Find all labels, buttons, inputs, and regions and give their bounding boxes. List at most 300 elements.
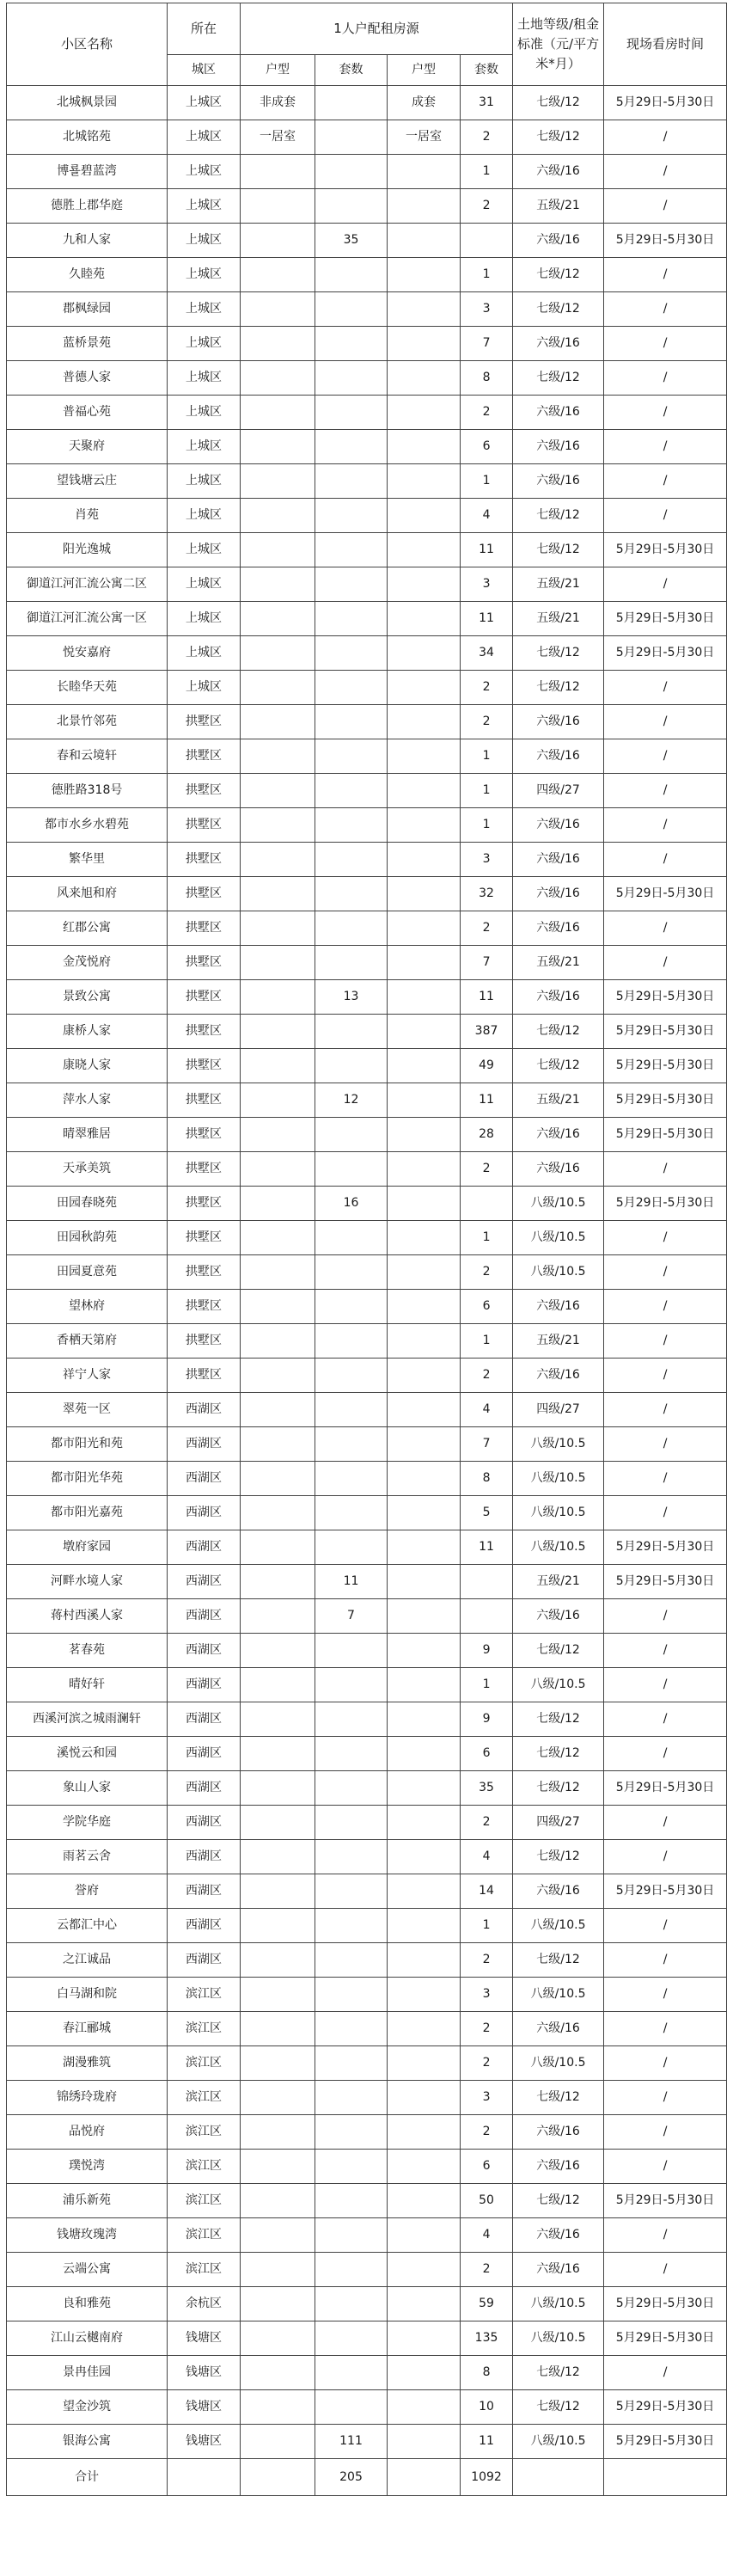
cell-count-b: 135 <box>461 2321 513 2356</box>
cell-count-a <box>315 2356 388 2390</box>
cell-count-a <box>315 2012 388 2046</box>
cell-count-b: 1 <box>461 155 513 189</box>
table-row <box>7 1049 727 1083</box>
cell-count-b: 1 <box>461 739 513 774</box>
table-row <box>7 1462 727 1496</box>
cell-land-rent: 七级/12 <box>513 671 604 705</box>
table-row <box>7 189 727 224</box>
cell-viewing-time: / <box>604 567 727 602</box>
table-row <box>7 1255 727 1290</box>
cell-community: 萍水人家 <box>7 1083 168 1118</box>
cell-community: 云都汇中心 <box>7 1909 168 1943</box>
cell-district: 西湖区 <box>168 1874 241 1909</box>
cell-unit-type-a <box>241 1393 315 1427</box>
cell-unit-type-a <box>241 705 315 739</box>
cell-unit-type-b <box>388 877 461 911</box>
header-count-2: 套数 <box>461 55 513 86</box>
cell-land-rent: 七级/12 <box>513 1049 604 1083</box>
cell-unit-type-b <box>388 1943 461 1978</box>
cell-count-b: 2 <box>461 1152 513 1187</box>
cell-count-a <box>315 2390 388 2425</box>
cell-count-a <box>315 774 388 808</box>
cell-count-a <box>315 946 388 980</box>
cell-unit-type-a <box>241 602 315 636</box>
cell-community: 云端公寓 <box>7 2253 168 2287</box>
cell-count-a <box>315 808 388 843</box>
cell-viewing-time: / <box>604 155 727 189</box>
cell-count-b: 10 <box>461 2390 513 2425</box>
cell-unit-type-b <box>388 327 461 361</box>
cell-viewing-time: / <box>604 1909 727 1943</box>
cell-community: 九和人家 <box>7 224 168 258</box>
cell-viewing-time: / <box>604 292 727 327</box>
table-row <box>7 361 727 396</box>
cell-unit-type-b <box>388 1118 461 1152</box>
cell-district: 拱墅区 <box>168 1187 241 1221</box>
table-row <box>7 155 727 189</box>
cell-count-b: 3 <box>461 2081 513 2115</box>
cell-unit-type-b <box>388 224 461 258</box>
cell-viewing-time: / <box>604 1359 727 1393</box>
cell-unit-type-b <box>388 2218 461 2253</box>
cell-district: 西湖区 <box>168 1806 241 1840</box>
cell-count-b: 28 <box>461 1118 513 1152</box>
cell-viewing-time: / <box>604 705 727 739</box>
cell-count-a <box>315 1530 388 1565</box>
cell-count-b: 2 <box>461 671 513 705</box>
cell-community: 御道江河汇流公寓二区 <box>7 567 168 602</box>
cell-unit-type-b <box>388 1255 461 1290</box>
cell-land-rent: 五级/21 <box>513 1565 604 1599</box>
cell-unit-type-b <box>388 636 461 671</box>
cell-unit-type-a <box>241 1152 315 1187</box>
cell-count-a <box>315 2115 388 2150</box>
cell-community: 金茂悦府 <box>7 946 168 980</box>
cell-count-b: 6 <box>461 1290 513 1324</box>
cell-viewing-time: / <box>604 1152 727 1187</box>
cell-land-rent: 六级/16 <box>513 1290 604 1324</box>
cell-unit-type-a <box>241 567 315 602</box>
cell-count-a <box>315 567 388 602</box>
cell-unit-type-b <box>388 155 461 189</box>
cell-viewing-time: / <box>604 1634 727 1668</box>
table-row <box>7 567 727 602</box>
cell-land-rent: 七级/12 <box>513 1737 604 1771</box>
table-row <box>7 120 727 155</box>
cell-unit-type-b <box>388 2390 461 2425</box>
cell-viewing-time: / <box>604 2012 727 2046</box>
cell-land-rent: 八级/10.5 <box>513 1255 604 1290</box>
cell-count-a <box>315 86 388 120</box>
cell-district: 西湖区 <box>168 1462 241 1496</box>
cell-community: 之江诚品 <box>7 1943 168 1978</box>
cell-land-rent: 七级/12 <box>513 533 604 567</box>
table-row <box>7 1530 727 1565</box>
cell-land-rent: 七级/12 <box>513 1015 604 1049</box>
cell-unit-type-a <box>241 1806 315 1840</box>
cell-unit-type-b <box>388 1083 461 1118</box>
cell-unit-type-b <box>388 1221 461 1255</box>
table-row <box>7 705 727 739</box>
cell-unit-type-b <box>388 980 461 1015</box>
cell-count-b: 1 <box>461 1221 513 1255</box>
cell-count-a <box>315 636 388 671</box>
cell-unit-type-a <box>241 980 315 1015</box>
cell-land-rent: 六级/16 <box>513 877 604 911</box>
cell-unit-type-b <box>388 774 461 808</box>
table-row <box>7 671 727 705</box>
cell-district: 西湖区 <box>168 1496 241 1530</box>
cell-unit-type-b <box>388 1806 461 1840</box>
cell-land-rent: 六级/16 <box>513 980 604 1015</box>
table-row <box>7 1702 727 1737</box>
cell-district: 钱塘区 <box>168 2425 241 2459</box>
table-row <box>7 1496 727 1530</box>
cell-community: 锦绣玲珑府 <box>7 2081 168 2115</box>
table-row <box>7 2218 727 2253</box>
cell-unit-type-a <box>241 1530 315 1565</box>
cell-land-rent: 六级/16 <box>513 2150 604 2184</box>
cell-unit-type-b <box>388 1599 461 1634</box>
cell-count-a <box>315 1462 388 1496</box>
table-row <box>7 980 727 1015</box>
cell-count-a <box>315 1840 388 1874</box>
cell-district: 上城区 <box>168 499 241 533</box>
cell-community: 风来旭和府 <box>7 877 168 911</box>
cell-district: 滨江区 <box>168 2081 241 2115</box>
cell-viewing-time: 5月29日-5月30日 <box>604 1049 727 1083</box>
cell-district: 上城区 <box>168 636 241 671</box>
cell-viewing-time: 5月29日-5月30日 <box>604 1771 727 1806</box>
cell-community: 田园春晓苑 <box>7 1187 168 1221</box>
cell-community: 香栖天第府 <box>7 1324 168 1359</box>
cell-unit-type-a <box>241 1187 315 1221</box>
table-row <box>7 774 727 808</box>
cell-unit-type-a <box>241 1634 315 1668</box>
cell-district: 上城区 <box>168 258 241 292</box>
cell-unit-type-b <box>388 1152 461 1187</box>
cell-unit-type-a <box>241 1874 315 1909</box>
cell-count-b: 2 <box>461 2253 513 2287</box>
cell-land-rent: 七级/12 <box>513 1702 604 1737</box>
cell-viewing-time: / <box>604 1496 727 1530</box>
cell-count-a: 35 <box>315 224 388 258</box>
cell-unit-type-b <box>388 2287 461 2321</box>
cell-unit-type-b <box>388 1874 461 1909</box>
cell-community: 北城枫景园 <box>7 86 168 120</box>
cell-unit-type-b <box>388 2081 461 2115</box>
cell-unit-type-a <box>241 1359 315 1393</box>
cell-district: 滨江区 <box>168 2184 241 2218</box>
cell-land-rent: 六级/16 <box>513 155 604 189</box>
cell-count-b: 9 <box>461 1634 513 1668</box>
cell-community: 康桥人家 <box>7 1015 168 1049</box>
cell-community: 江山云樾南府 <box>7 2321 168 2356</box>
cell-count-a <box>315 1668 388 1702</box>
cell-unit-type-a <box>241 1943 315 1978</box>
cell-unit-type-a <box>241 2218 315 2253</box>
cell-community: 北景竹邻苑 <box>7 705 168 739</box>
cell-land-rent: 八级/10.5 <box>513 2046 604 2081</box>
cell-count-b: 8 <box>461 1462 513 1496</box>
cell-count-b: 49 <box>461 1049 513 1083</box>
cell-community: 蓝桥景苑 <box>7 327 168 361</box>
cell-land-rent: 七级/12 <box>513 2356 604 2390</box>
cell-land-rent: 四级/27 <box>513 774 604 808</box>
cell-unit-type-a <box>241 1221 315 1255</box>
cell-count-a <box>315 1290 388 1324</box>
cell-count-b: 11 <box>461 602 513 636</box>
cell-unit-type-b <box>388 1049 461 1083</box>
table-row <box>7 2150 727 2184</box>
table-row <box>7 1290 727 1324</box>
cell-count-a: 11 <box>315 1565 388 1599</box>
table-row <box>7 2081 727 2115</box>
cell-land-rent: 五级/21 <box>513 1324 604 1359</box>
cell-community: 都市阳光华苑 <box>7 1462 168 1496</box>
header-community: 小区名称 <box>7 3 168 86</box>
cell-count-a <box>315 843 388 877</box>
cell-district: 上城区 <box>168 464 241 499</box>
table-row <box>7 1152 727 1187</box>
total-land-rent <box>513 2459 604 2496</box>
cell-viewing-time: / <box>604 1393 727 1427</box>
cell-unit-type-a <box>241 1737 315 1771</box>
cell-count-a <box>315 2253 388 2287</box>
cell-unit-type-a <box>241 2390 315 2425</box>
cell-count-b: 1 <box>461 464 513 499</box>
cell-viewing-time: 5月29日-5月30日 <box>604 1187 727 1221</box>
cell-count-b: 2 <box>461 2115 513 2150</box>
cell-viewing-time: 5月29日-5月30日 <box>604 1530 727 1565</box>
table-row <box>7 2046 727 2081</box>
cell-viewing-time: / <box>604 327 727 361</box>
cell-count-b: 6 <box>461 1737 513 1771</box>
total-district <box>168 2459 241 2496</box>
cell-unit-type-a <box>241 2253 315 2287</box>
cell-land-rent: 七级/12 <box>513 2184 604 2218</box>
cell-community: 都市水乡水碧苑 <box>7 808 168 843</box>
cell-count-a <box>315 1359 388 1393</box>
header-location: 所在 <box>168 3 241 55</box>
cell-viewing-time: / <box>604 189 727 224</box>
cell-unit-type-a <box>241 2356 315 2390</box>
cell-district: 滨江区 <box>168 2046 241 2081</box>
cell-land-rent: 七级/12 <box>513 86 604 120</box>
cell-community: 德胜上郡华庭 <box>7 189 168 224</box>
cell-land-rent: 七级/12 <box>513 499 604 533</box>
cell-viewing-time: 5月29日-5月30日 <box>604 2390 727 2425</box>
cell-community: 田园夏意苑 <box>7 1255 168 1290</box>
cell-unit-type-b <box>388 1840 461 1874</box>
cell-unit-type-a <box>241 671 315 705</box>
cell-unit-type-a <box>241 1290 315 1324</box>
cell-community: 春和云境轩 <box>7 739 168 774</box>
cell-community: 茗春苑 <box>7 1634 168 1668</box>
cell-community: 银海公寓 <box>7 2425 168 2459</box>
table-row <box>7 1324 727 1359</box>
cell-count-b: 1 <box>461 1909 513 1943</box>
cell-unit-type-a <box>241 2150 315 2184</box>
cell-community: 良和雅苑 <box>7 2287 168 2321</box>
cell-count-b: 59 <box>461 2287 513 2321</box>
cell-count-b: 1 <box>461 808 513 843</box>
cell-unit-type-b <box>388 946 461 980</box>
cell-unit-type-a <box>241 877 315 911</box>
cell-unit-type-a <box>241 1978 315 2012</box>
cell-count-a <box>315 705 388 739</box>
cell-district: 拱墅区 <box>168 1118 241 1152</box>
cell-count-b <box>461 224 513 258</box>
cell-community: 誉府 <box>7 1874 168 1909</box>
cell-community: 天承美筑 <box>7 1152 168 1187</box>
cell-unit-type-a <box>241 911 315 946</box>
cell-land-rent: 六级/16 <box>513 396 604 430</box>
cell-count-b: 11 <box>461 1530 513 1565</box>
cell-district: 西湖区 <box>168 1737 241 1771</box>
cell-unit-type-a <box>241 464 315 499</box>
cell-unit-type-a <box>241 1496 315 1530</box>
cell-community: 肖苑 <box>7 499 168 533</box>
cell-viewing-time: / <box>604 464 727 499</box>
cell-count-a <box>315 1702 388 1737</box>
cell-count-a: 111 <box>315 2425 388 2459</box>
cell-unit-type-a <box>241 1668 315 1702</box>
cell-community: 浦乐新苑 <box>7 2184 168 2218</box>
cell-community: 红郡公寓 <box>7 911 168 946</box>
cell-count-b: 2 <box>461 2012 513 2046</box>
cell-district: 西湖区 <box>168 1427 241 1462</box>
cell-community: 象山人家 <box>7 1771 168 1806</box>
cell-count-a: 16 <box>315 1187 388 1221</box>
cell-viewing-time: / <box>604 1324 727 1359</box>
cell-count-a: 7 <box>315 1599 388 1634</box>
cell-unit-type-b <box>388 1737 461 1771</box>
table-row <box>7 327 727 361</box>
cell-count-b: 387 <box>461 1015 513 1049</box>
cell-unit-type-b <box>388 2356 461 2390</box>
cell-unit-type-a <box>241 1840 315 1874</box>
cell-count-a <box>315 1874 388 1909</box>
header-unit-type-1: 户型 <box>241 55 315 86</box>
cell-count-b: 5 <box>461 1496 513 1530</box>
cell-community: 景冉佳园 <box>7 2356 168 2390</box>
cell-unit-type-b <box>388 1530 461 1565</box>
table-row <box>7 396 727 430</box>
cell-unit-type-a <box>241 1565 315 1599</box>
cell-community: 雨茗云舍 <box>7 1840 168 1874</box>
cell-community: 长睦华天苑 <box>7 671 168 705</box>
cell-count-b: 2 <box>461 1943 513 1978</box>
table-row <box>7 2253 727 2287</box>
cell-unit-type-a <box>241 396 315 430</box>
cell-land-rent: 五级/21 <box>513 567 604 602</box>
cell-land-rent: 七级/12 <box>513 258 604 292</box>
cell-land-rent: 六级/16 <box>513 1118 604 1152</box>
cell-viewing-time: / <box>604 258 727 292</box>
cell-viewing-time: / <box>604 1737 727 1771</box>
cell-count-a: 13 <box>315 980 388 1015</box>
cell-viewing-time: 5月29日-5月30日 <box>604 877 727 911</box>
cell-district: 西湖区 <box>168 1909 241 1943</box>
cell-viewing-time: / <box>604 1668 727 1702</box>
cell-viewing-time: / <box>604 1427 727 1462</box>
cell-land-rent: 六级/16 <box>513 911 604 946</box>
cell-count-b: 1 <box>461 1668 513 1702</box>
cell-land-rent: 八级/10.5 <box>513 1496 604 1530</box>
cell-district: 西湖区 <box>168 1565 241 1599</box>
total-count-a: 205 <box>315 2459 388 2496</box>
cell-district: 拱墅区 <box>168 1324 241 1359</box>
cell-count-b: 2 <box>461 189 513 224</box>
table-row <box>7 2115 727 2150</box>
total-label: 合计 <box>7 2459 168 2496</box>
cell-district: 拱墅区 <box>168 877 241 911</box>
cell-count-a <box>315 430 388 464</box>
cell-land-rent: 四级/27 <box>513 1393 604 1427</box>
cell-district: 拱墅区 <box>168 1152 241 1187</box>
cell-district: 上城区 <box>168 430 241 464</box>
cell-unit-type-a <box>241 1462 315 1496</box>
cell-count-a <box>315 1771 388 1806</box>
cell-count-b: 3 <box>461 292 513 327</box>
cell-community: 晴好轩 <box>7 1668 168 1702</box>
cell-count-a <box>315 361 388 396</box>
cell-district: 钱塘区 <box>168 2321 241 2356</box>
cell-unit-type-a <box>241 1909 315 1943</box>
cell-community: 望林府 <box>7 1290 168 1324</box>
cell-district: 上城区 <box>168 120 241 155</box>
cell-count-a <box>315 189 388 224</box>
table-row <box>7 258 727 292</box>
cell-viewing-time: 5月29日-5月30日 <box>604 1118 727 1152</box>
cell-unit-type-b <box>388 739 461 774</box>
cell-unit-type-b <box>388 2046 461 2081</box>
table-row <box>7 224 727 258</box>
table-row <box>7 1874 727 1909</box>
cell-land-rent: 八级/10.5 <box>513 1187 604 1221</box>
table-row <box>7 1083 727 1118</box>
cell-viewing-time: / <box>604 361 727 396</box>
housing-table <box>6 3 727 2496</box>
cell-land-rent: 七级/12 <box>513 2081 604 2115</box>
table-row <box>7 1840 727 1874</box>
cell-unit-type-b <box>388 1978 461 2012</box>
cell-land-rent: 四级/27 <box>513 1806 604 1840</box>
cell-district: 上城区 <box>168 292 241 327</box>
cell-unit-type-a <box>241 946 315 980</box>
cell-district: 上城区 <box>168 567 241 602</box>
cell-district: 上城区 <box>168 396 241 430</box>
cell-count-b: 3 <box>461 843 513 877</box>
cell-count-a <box>315 671 388 705</box>
cell-viewing-time: / <box>604 1943 727 1978</box>
cell-count-a <box>315 1909 388 1943</box>
table-row <box>7 843 727 877</box>
cell-land-rent: 六级/16 <box>513 739 604 774</box>
cell-district: 上城区 <box>168 86 241 120</box>
cell-community: 普福心苑 <box>7 396 168 430</box>
cell-viewing-time: 5月29日-5月30日 <box>604 2321 727 2356</box>
table-row <box>7 1806 727 1840</box>
cell-unit-type-b: 成套 <box>388 86 461 120</box>
total-viewing-time <box>604 2459 727 2496</box>
table-row <box>7 1427 727 1462</box>
cell-unit-type-a <box>241 2115 315 2150</box>
cell-unit-type-b <box>388 1496 461 1530</box>
cell-land-rent: 七级/12 <box>513 361 604 396</box>
cell-count-a <box>315 2150 388 2184</box>
